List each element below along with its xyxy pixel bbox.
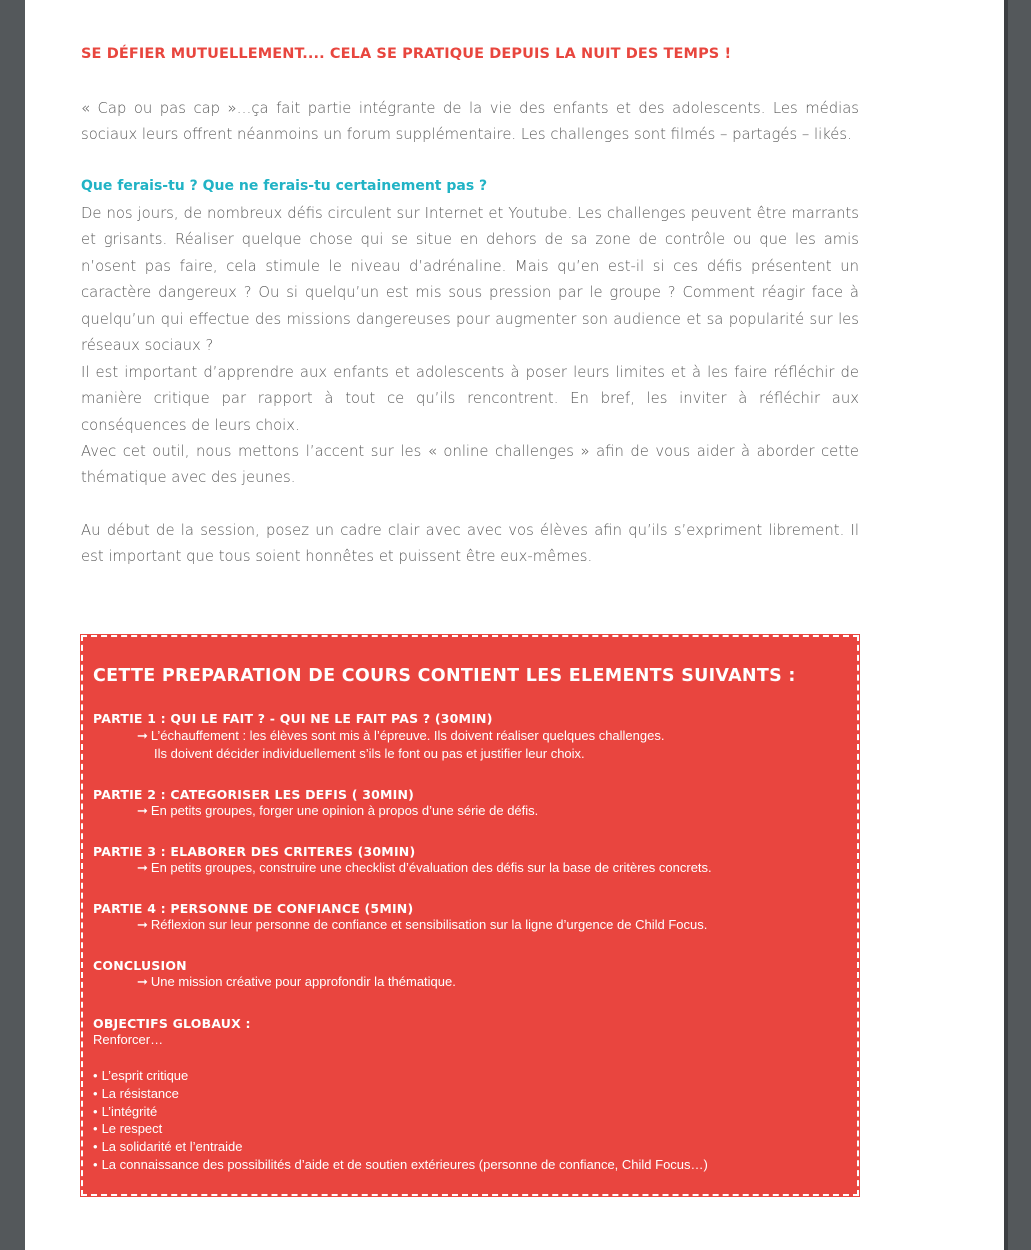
objective-text: L’intégrité (101, 1103, 158, 1119)
conclusion-line-1 (137, 973, 456, 991)
conclusion-text-1: Une mission créative pour approfondir la thématique. (150, 974, 456, 989)
subheading: Que ferais-tu ? Que ne ferais-tu certainement pas ? (81, 178, 488, 194)
conclusion-title: CONCLUSION (93, 958, 187, 973)
part-4-text-1: Réflexion sur leur personne de confiance et sensibilisation sur la ligne d’urgence de Child Focus. (150, 917, 708, 932)
part-2-title: PARTIE 2 : CATEGORISER LES DEFIS ( 30MIN) (93, 787, 415, 802)
objective-text: La résistance (101, 1085, 179, 1101)
list-item (93, 1067, 708, 1085)
part-3-text-1: En petits groupes, construire une checklist d’évaluation des défis sur la base de critères concrets. (150, 860, 712, 875)
tool-paragraph: Avec cet outil, nous mettons l’accent sur les « online challenges » afin de vous aider à aborder cette thématique avec des jeunes. (81, 443, 859, 487)
part-2-line-1 (137, 802, 538, 820)
page-edge-shadow (1004, 0, 1008, 1250)
session-paragraph: Au début de la session, posez un cadre clair avec avec vos élèves afin qu’ils s’expriment librement. Il est important que tous soient honnêtes et puissent être eux-mêmes. (81, 522, 859, 566)
objective-text: Le respect (101, 1121, 163, 1137)
part-1-line-2: Ils doivent décider individuellement s’ils le font ou pas et justifier leur choix. (154, 746, 585, 761)
list-item (93, 1156, 708, 1174)
part-1-text-1: L’échauffement : les élèves sont mis à l’épreuve. Ils doivent réaliser quelques challenges. (150, 728, 665, 743)
challenges-paragraph: De nos jours, de nombreux défis circulent sur Internet et Youtube. Les challenges peuvent être marrants et grisants. Réaliser quelque chose qui se situe en dehors de sa zone de contrôle ou que les amis n’osent pas faire, cela stimule le niveau d’adrénaline. Mais qu’en est-il si ces défis présentent un caractère dangereux ? Ou si quelqu’un est mis sous pression par le groupe ? Comment réagir face à quelqu’un qui effectue des missions dangereuses pour augmenter son audience et sa popularité sur les réseaux sociaux ? (81, 205, 859, 355)
part-1-title: PARTIE 1 : QUI LE FAIT ? - QUI NE LE FAIT PAS ? (30MIN) (93, 711, 493, 726)
list-item (93, 1120, 708, 1138)
objective-text: L’esprit critique (101, 1068, 189, 1083)
intro-paragraph: « Cap ou pas cap »…ça fait partie intégrante de la vie des enfants et des adolescents. Les médias sociaux leurs offrent néanmoins un forum supplémentaire. Les challenges sont filmés – partagés – likés. (81, 100, 859, 144)
objective-text: La connaissance des possibilités d’aide et de soutien extérieures (personne de confiance, Child Focus…) (101, 1156, 708, 1172)
list-item (93, 1085, 708, 1103)
objectives-intro: Renforcer… (93, 1032, 164, 1047)
arrow-right-icon: ➞ (137, 803, 148, 818)
part-3-title: PARTIE 3 : ELABORER DES CRITERES (30MIN) (93, 844, 416, 859)
arrow-right-icon: ➞ (137, 974, 148, 989)
bullet-icon: • (93, 1103, 98, 1119)
limits-paragraph: Il est important d’apprendre aux enfants et adolescents à poser leurs limites et à les faire réfléchir de manière critique par rapport à tout ce qu’ils rencontrent. En bref, les inviter à réfléchir aux conséquences de leurs choix. (81, 364, 859, 434)
part-2-text-1: En petits groupes, forger une opinion à propos d’une série de défis. (150, 803, 539, 818)
bullet-icon: • (93, 1068, 98, 1083)
list-item (93, 1138, 708, 1156)
box-title: CETTE PREPARATION DE COURS CONTIENT LES ELEMENTS SUIVANTS : (93, 666, 796, 686)
objectives-title: OBJECTIFS GLOBAUX : (93, 1016, 251, 1031)
part-4-line-1 (137, 916, 707, 934)
bullet-icon: • (93, 1085, 98, 1101)
arrow-right-icon: ➞ (137, 860, 148, 875)
objective-text: La solidarité et l’entraide (101, 1139, 243, 1155)
bullet-icon: • (93, 1121, 98, 1137)
part-1-line-1 (137, 727, 664, 745)
lesson-contents-box (81, 635, 859, 1196)
objectives-list (93, 1067, 708, 1174)
bullet-icon: • (93, 1139, 98, 1155)
list-item (93, 1103, 708, 1121)
part-3-line-1 (137, 859, 712, 877)
arrow-right-icon: ➞ (137, 728, 148, 743)
bullet-icon: • (93, 1156, 98, 1172)
part-4-title: PARTIE 4 : PERSONNE DE CONFIANCE (5MIN) (93, 901, 414, 916)
arrow-right-icon: ➞ (137, 917, 148, 932)
document-page (25, 0, 1004, 1250)
main-heading: SE DÉFIER MUTUELLEMENT.... CELA SE PRATIQUE DEPUIS LA NUIT DES TEMPS ! (81, 46, 732, 62)
